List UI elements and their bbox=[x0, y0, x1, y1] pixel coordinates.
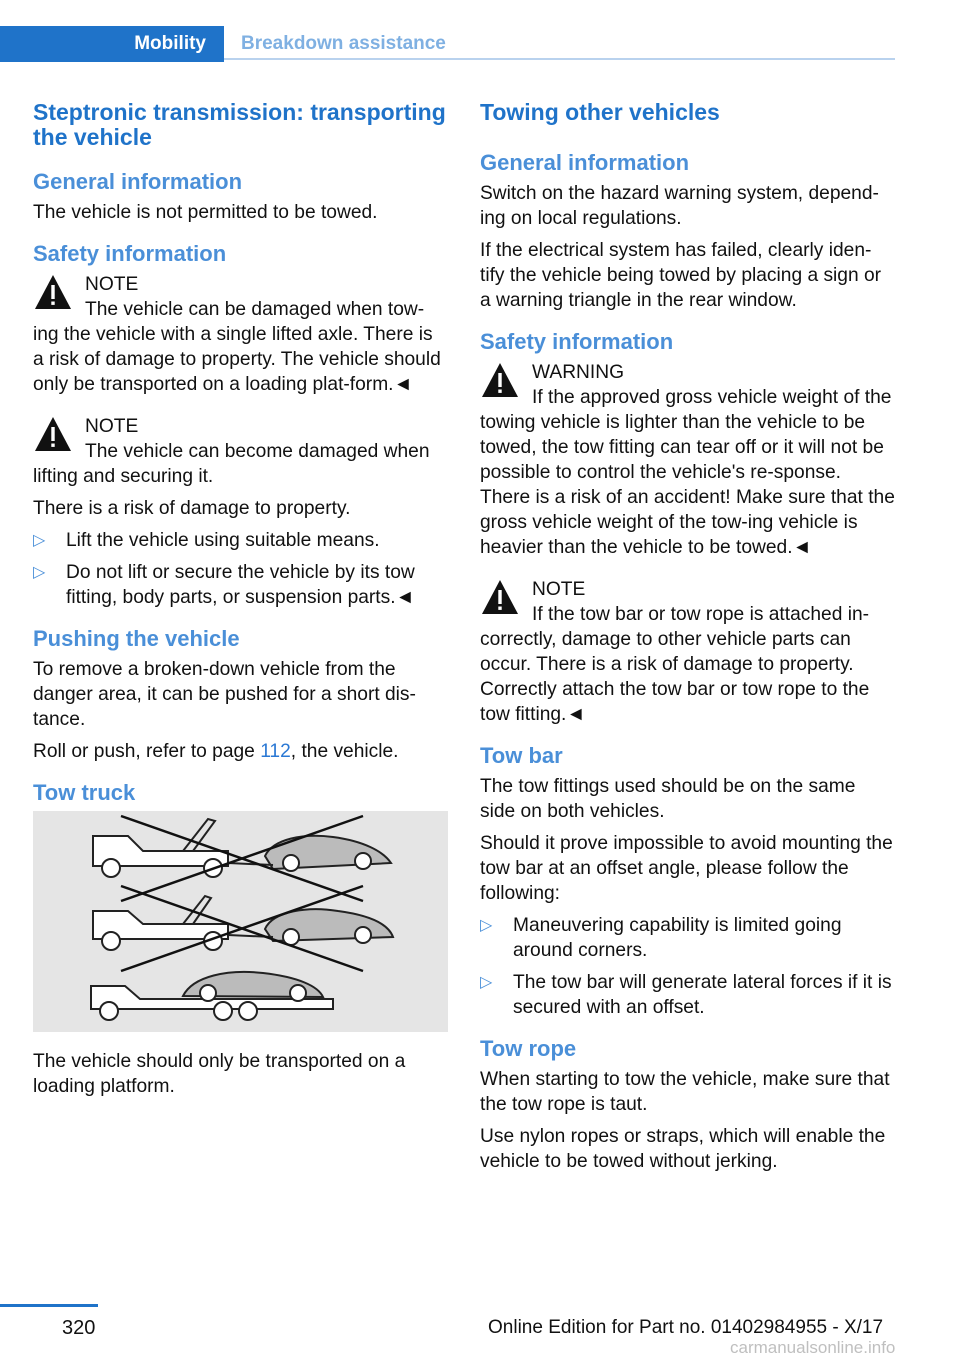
tab-breakdown-assistance: Breakdown assistance bbox=[224, 26, 895, 60]
tow-bar-heading: Tow bar bbox=[480, 743, 563, 768]
paragraph: To remove a broken-down vehicle from the danger area, it can be pushed for a short dis-tance. bbox=[33, 659, 416, 730]
general-info-heading: General information bbox=[33, 169, 243, 194]
page-header bbox=[0, 26, 895, 62]
notice-text: The vehicle can become damaged when lifting and securing it. bbox=[33, 441, 430, 487]
page-link[interactable]: 112 bbox=[260, 741, 291, 762]
edition-text: Online Edition for Part no. 01402984955 - X/17 bbox=[488, 1317, 884, 1338]
warning-triangle-icon bbox=[480, 577, 520, 617]
safety-info-heading: Safety information bbox=[33, 241, 227, 266]
warning-triangle-icon bbox=[480, 360, 520, 400]
bullet-arrow-icon: ▷ bbox=[480, 917, 493, 934]
paragraph: If the electrical system has failed, clearly iden-tify the vehicle being towed by placing a sign or a warning triangle in the rear window. bbox=[480, 240, 882, 311]
section-title: Towing other vehicles bbox=[480, 99, 720, 125]
section-title: Steptronic transmission: transporting the vehicle bbox=[33, 99, 446, 150]
warning-triangle-icon bbox=[33, 414, 73, 454]
notice-text: If the tow bar or tow rope is attached in-correctly, damage to other vehicle parts can occur. There is a risk of damage to property. Correctly attach the tow bar or tow rope to the tow fitting.◄ bbox=[480, 604, 870, 725]
tow-rope-heading: Tow rope bbox=[480, 1036, 577, 1061]
notice-text: If the approved gross vehicle weight of the towing vehicle is lighter than the vehicle to be towed, the tow fitting can tear off or it will not be possible to control the vehicle's re-sponse. There is a risk of an accident! Make sure that the gross vehicle weight of the tow-ing vehicle is heavier than the vehicle to be towed.◄ bbox=[480, 387, 895, 558]
list-item: ▷ Lift the vehicle using suitable means. bbox=[33, 530, 380, 551]
general-info-heading: General information bbox=[480, 150, 690, 175]
paragraph: The tow fittings used should be on the same side on both vehicles. bbox=[480, 776, 856, 822]
bullet-arrow-icon: ▷ bbox=[33, 532, 46, 549]
warning-box bbox=[480, 360, 895, 560]
notice-keyword: NOTE bbox=[85, 416, 139, 437]
notice-text: The vehicle can be damaged when tow-ing the vehicle with a single lifted axle. There is a risk of damage to property. The vehicle should only be transported on a loading plat-form.◄ bbox=[33, 299, 441, 395]
paragraph: The vehicle is not permitted to be towed. bbox=[33, 202, 378, 223]
note-box bbox=[480, 577, 895, 727]
notice-keyword: WARNING bbox=[532, 362, 625, 383]
paragraph: Use nylon ropes or straps, which will enable the vehicle to be towed without jerking. bbox=[480, 1126, 886, 1172]
page-number: 320 bbox=[62, 1317, 96, 1339]
list-item: ▷ The tow bar will generate lateral forces if it is secured with an offset. bbox=[480, 972, 892, 1018]
footer-rule bbox=[0, 1304, 98, 1307]
tab-mobility: Mobility bbox=[0, 26, 224, 62]
paragraph: There is a risk of damage to property. bbox=[33, 498, 351, 519]
paragraph: The vehicle should only be transported on a loading platform. bbox=[33, 1051, 406, 1097]
paragraph: When starting to tow the vehicle, make sure that the tow rope is taut. bbox=[480, 1069, 890, 1115]
list-item: ▷ Maneuvering capability is limited going around corners. bbox=[480, 915, 842, 961]
notice-keyword: NOTE bbox=[85, 274, 139, 295]
tow-truck-drawing bbox=[33, 811, 448, 1032]
list-item: ▷ Do not lift or secure the vehicle by its tow fitting, body parts, or suspension parts.◄ bbox=[33, 562, 415, 608]
paragraph: Switch on the hazard warning system, depend-ing on local regulations. bbox=[480, 183, 879, 229]
bullet-arrow-icon: ▷ bbox=[33, 564, 46, 581]
paragraph: Should it prove impossible to avoid mounting the tow bar at an offset angle, please follow the following: bbox=[480, 833, 893, 904]
notice-keyword: NOTE bbox=[532, 579, 586, 600]
pushing-heading: Pushing the vehicle bbox=[33, 626, 240, 651]
watermark: carmanualsonline.info bbox=[730, 1338, 896, 1357]
note-box bbox=[33, 414, 448, 489]
bullet-arrow-icon: ▷ bbox=[480, 974, 493, 991]
tow-truck-heading: Tow truck bbox=[33, 780, 136, 805]
tow-truck-illustration bbox=[33, 811, 448, 1032]
safety-info-heading: Safety information bbox=[480, 329, 674, 354]
paragraph: Roll or push, refer to page 112, the vehicle. bbox=[33, 741, 399, 762]
right-column bbox=[480, 100, 895, 1181]
note-box bbox=[33, 272, 448, 397]
warning-triangle-icon bbox=[33, 272, 73, 312]
left-column bbox=[33, 100, 448, 1106]
